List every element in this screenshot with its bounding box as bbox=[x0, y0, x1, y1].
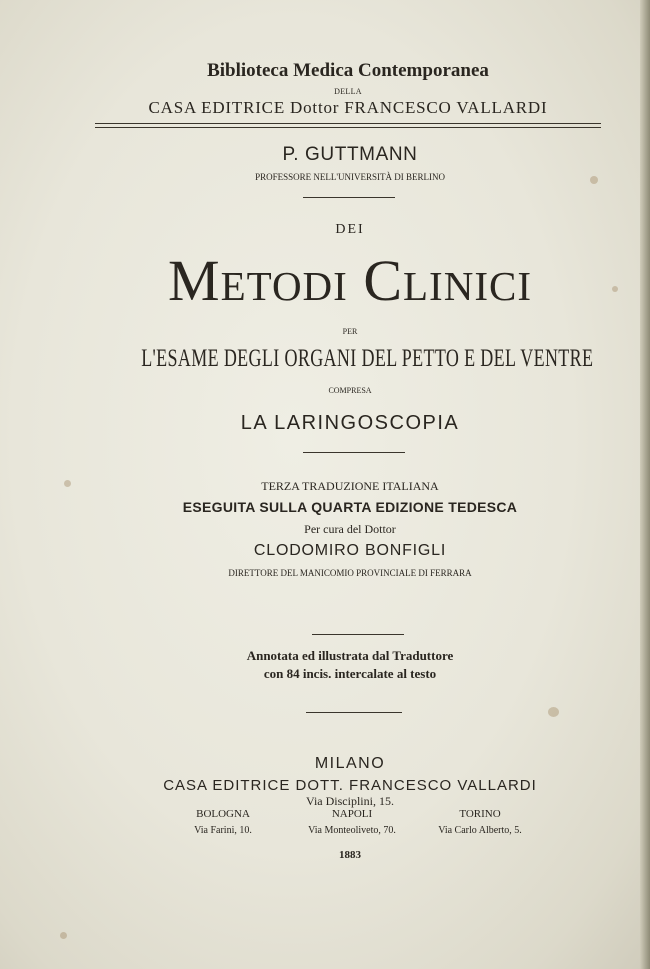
branch-city-torino: TORINO bbox=[459, 808, 501, 820]
translator-name: CLODOMIRO BONFIGLI bbox=[253, 542, 447, 559]
author-name: P. GUTTMANN bbox=[282, 144, 418, 165]
imprint-address: Via Disciplini, 15. bbox=[306, 794, 394, 808]
annotation-rule-bottom bbox=[306, 712, 402, 713]
edition-line-2: ESEGUITA SULLA QUARTA EDIZIONE TEDESCA bbox=[182, 499, 518, 515]
header-rule-1 bbox=[95, 123, 601, 124]
compresa-label: COMPRESA bbox=[328, 386, 372, 395]
author-rule bbox=[303, 197, 395, 198]
cura-label: Per cura del Dottor bbox=[304, 522, 396, 536]
branch-city-bologna: BOLOGNA bbox=[196, 808, 250, 820]
imprint-city: MILANO bbox=[314, 755, 386, 772]
book-subtitle: L'ESAME DEGLI ORGANI DEL PETTO E DEL VENTRE bbox=[141, 345, 594, 372]
book-title: Metodi Clinici bbox=[168, 248, 532, 313]
annotation-rule bbox=[312, 634, 404, 635]
della-label: DELLA bbox=[334, 87, 362, 96]
page-edge bbox=[640, 0, 650, 969]
imprint-publisher: CASA EDITRICE DOTT. FRANCESCO VALLARDI bbox=[163, 777, 537, 794]
branch-address-bologna: Via Farini, 10. bbox=[194, 825, 252, 836]
publication-year: 1883 bbox=[339, 849, 361, 861]
foxing-spot bbox=[548, 707, 559, 717]
foxing-spot bbox=[590, 176, 598, 184]
foxing-spot bbox=[60, 932, 67, 939]
author-title: PROFESSORE NELL'UNIVERSITÀ DI BERLINO bbox=[255, 172, 445, 182]
translator-title: DIRETTORE DEL MANICOMIO PROVINCIALE DI FERRARA bbox=[228, 568, 472, 578]
foxing-spot bbox=[64, 480, 71, 487]
publisher-header: CASA EDITRICE Dottor FRANCESCO VALLARDI bbox=[148, 98, 548, 117]
series-name: Biblioteca Medica Contemporanea bbox=[207, 60, 489, 81]
per-label: PER bbox=[342, 327, 358, 336]
branch-address-napoli: Via Monteoliveto, 70. bbox=[308, 825, 396, 836]
header-rule-2 bbox=[95, 127, 601, 128]
annotation-line-2: con 84 incis. intercalate al testo bbox=[263, 666, 437, 681]
laringoscopia-title: LA LARINGOSCOPIA bbox=[240, 412, 460, 434]
edition-line-1: TERZA TRADUZIONE ITALIANA bbox=[261, 479, 439, 493]
branch-address-torino: Via Carlo Alberto, 5. bbox=[438, 825, 522, 836]
title-rule bbox=[303, 452, 405, 453]
foxing-spot bbox=[612, 286, 618, 292]
dei-label: DEI bbox=[335, 222, 365, 237]
annotation-line-1: Annotata ed illustrata dal Traduttore bbox=[246, 648, 454, 663]
branch-city-napoli: NAPOLI bbox=[331, 808, 373, 820]
